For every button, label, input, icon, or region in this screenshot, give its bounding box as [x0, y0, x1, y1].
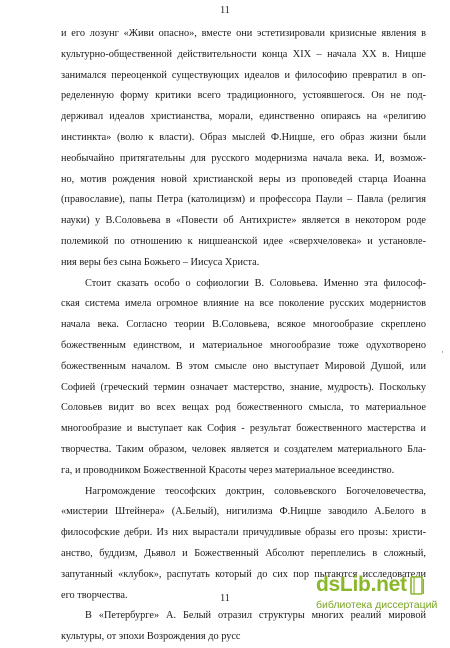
text-line: необычайно притягательны для русского модернизма начала века. И, возмож- [61, 152, 426, 164]
text-line: Нагромождение теософских доктрин, соловьевского Богочеловечества, [85, 485, 426, 497]
text-line: держивал идеалов христианства, морали, единственно опираясь на «религию [61, 111, 426, 123]
text-line: божественным единством, и материальное многообразие тоже одухотворено [61, 339, 426, 351]
watermark-logo [316, 572, 425, 598]
text-line: начала века. Согласно теории В.Соловьева, всякое многообразие скреплено [61, 319, 426, 331]
page-number-top: 11 [220, 5, 230, 16]
text-line: творчества. Таким образом, человек является и создателем материального Бла- [61, 443, 426, 455]
logo-net: net [376, 573, 407, 596]
logo-ds: ds [316, 573, 340, 596]
text-line: многообразие и выступает как София - результат божественного мастерства и [61, 423, 426, 435]
text-line: культуры, от эпохи Возрождения до русс [61, 631, 241, 643]
margin-mark: · [441, 347, 444, 357]
text-line: философские дебри. Из них вырастали причудливые образы его прозы: христи- [61, 527, 426, 539]
text-line: В «Петербурге» А. Белый отразил структуры многих реалий мировой [85, 610, 426, 622]
paragraph-1 [61, 24, 426, 274]
text-line: инстинкта» (волю к власти). Образ мыслей Ф.Ницше, его образ жизни были [61, 131, 426, 143]
book-icon [410, 576, 425, 595]
paragraph-2 [61, 274, 426, 482]
text-line: га, и проводником Божественной Красоты через материальное всеединство. [61, 464, 395, 476]
text-line: ская система имела огромное влияние на все поколение русских модернистов [61, 298, 426, 310]
page-number-bottom: 11 [220, 593, 230, 604]
watermark-tagline: библиотека диссертаций [316, 599, 438, 611]
text-line: науки) у В.Соловьева в «Повести об Антихристе» является в некотором роде [61, 215, 426, 227]
text-line: культурно-общественной действительности конца XIX – начала XX в. Ницше [61, 48, 426, 60]
document-body [61, 24, 426, 648]
text-line: «мистерии Штейнера» (А.Белый), нигилизма Ф.Ницше заводило А.Белого в [61, 506, 426, 518]
logo-lib: Lib [339, 573, 371, 596]
text-line: но, мотив рождения новой христианской веры из проповедей старца Иоанна [61, 173, 426, 185]
text-line: его творчества. [61, 589, 128, 601]
text-line: анство, буддизм, Дьявол и Божественный Абсолют переплелись в сложный, [61, 547, 426, 559]
text-line: полемикой по отношению к ницшеанской идее «сверхчеловека» и установле- [61, 235, 426, 247]
text-line: Стоит сказать особо о софиологии В. Соловьева. Именно эта философ- [85, 277, 426, 289]
text-line: занимался переоценкой существующих идеалов и философию превратил в оп- [61, 69, 426, 81]
text-line: и его лозунг «Живи опасно», вместе они эстетизировали кризисные явления в [61, 28, 426, 39]
text-line: Софией (греческий термин означает мастерство, знание, мудрость). Поскольку [61, 381, 426, 393]
text-line: запутанный «клубок», распутать который до сих пор пытаются исследователи [61, 568, 426, 580]
text-line: ределенную форму критики всего традиционного, устоявшегося. Он не под- [61, 90, 426, 102]
text-line: ния веры без сына Божьего – Иисуса Христа. [61, 256, 260, 268]
text-line: Соловьев видит во всех вещах род божественного смысла, то материальное [61, 402, 426, 414]
logo-dot: . [370, 573, 377, 596]
text-line: божественным началом. В этом смысле оно выступает Мировой Душой, или [61, 360, 426, 372]
text-line: (православие), папы Петра (католицизм) и профессора Паули – Павла (религия [61, 194, 426, 206]
dslib-watermark[interactable] [316, 572, 444, 614]
